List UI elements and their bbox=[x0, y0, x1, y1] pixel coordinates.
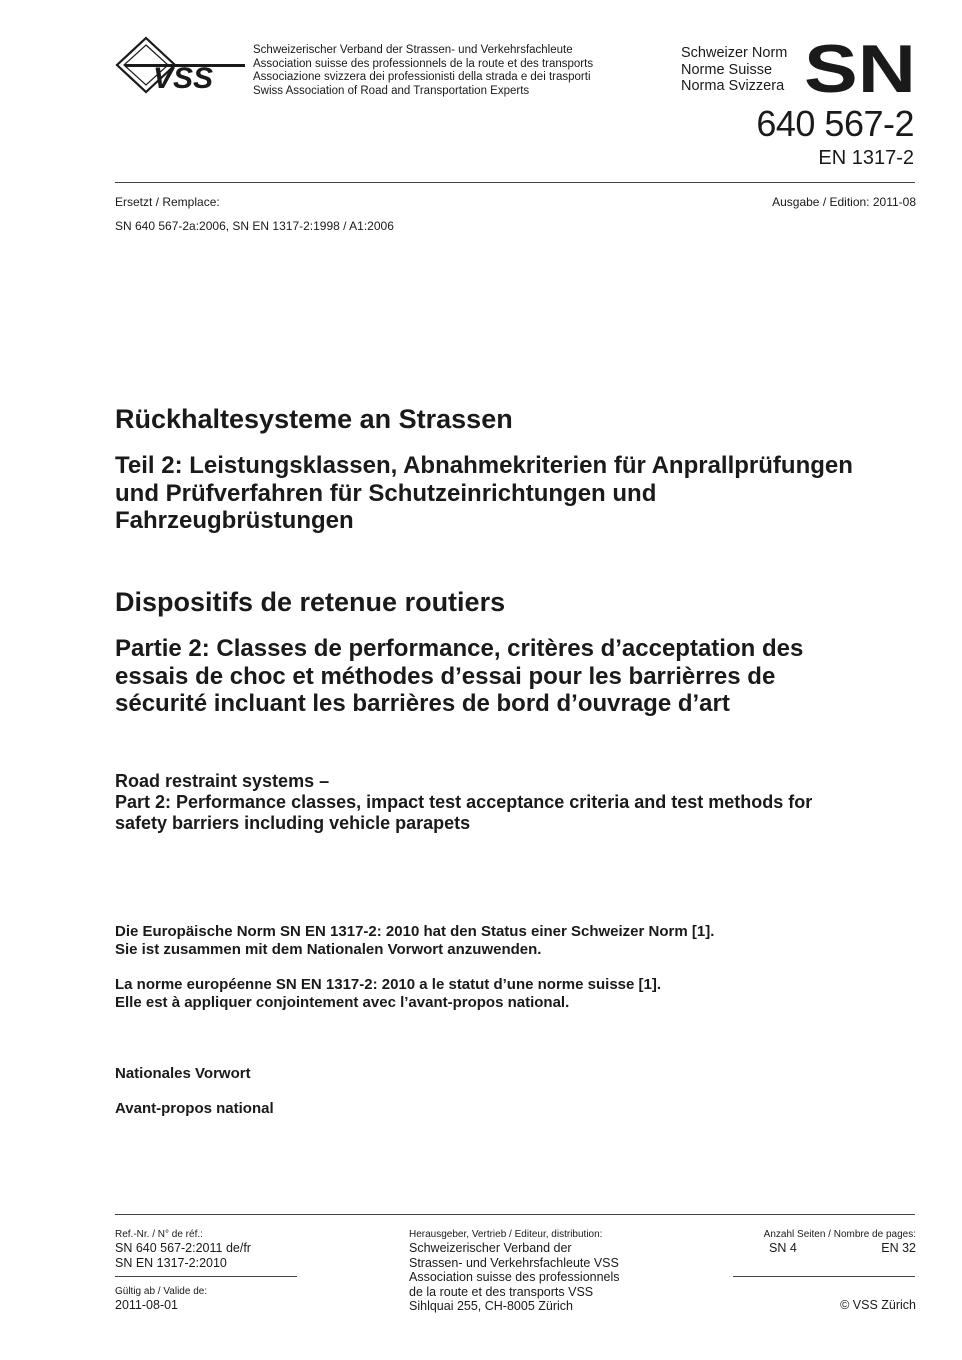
subtitle-fr-line: sécurité incluant les barrières de bord d’ouvrage d’art bbox=[115, 690, 730, 717]
subtitle-de-line: Teil 2: Leistungsklassen, Abnahmekriterien für Anprallprüfungen bbox=[115, 452, 853, 479]
svg-text:VSS: VSS bbox=[153, 62, 214, 95]
status-note-line: Die Europäische Norm SN EN 1317-2: 2010 hat den Status einer Schweizer Norm [1]. bbox=[115, 923, 715, 940]
standard-number: 640 567-2 bbox=[756, 103, 914, 144]
subtitle-de-line: Fahrzeugbrüstungen bbox=[115, 507, 354, 534]
norm-name-fr: Norme Suisse bbox=[681, 61, 773, 78]
header-divider bbox=[115, 182, 915, 183]
publisher-line: Schweizerischer Verband der bbox=[409, 1241, 572, 1255]
subtitle-fr bbox=[115, 635, 803, 718]
title-en-line: Road restraint systems – bbox=[115, 771, 330, 791]
norm-names bbox=[681, 45, 787, 95]
publisher-line: de la route et des transports VSS bbox=[409, 1284, 594, 1299]
title-en-line: Part 2: Performance classes, impact test acceptance criteria and test methods for bbox=[115, 792, 813, 812]
subtitle-fr-line: essais de choc et méthodes d’essai pour les barrièrres de bbox=[115, 662, 776, 690]
status-note-line: Elle est à appliquer conjointement avec l’avant-propos national. bbox=[115, 993, 570, 1011]
copyright: © VSS Zürich bbox=[840, 1298, 916, 1312]
validity-label: Gültig ab / Valide de: bbox=[115, 1286, 208, 1297]
svg-text:SN: SN bbox=[804, 40, 916, 96]
publisher-line: Strassen- und Verkehrsfachleute VSS bbox=[409, 1255, 619, 1270]
footer-divider bbox=[115, 1214, 915, 1215]
title-de: Rückhaltesysteme an Strassen bbox=[115, 404, 513, 434]
publisher-label: Herausgeber, Vertrieb / Editeur, distribution: bbox=[409, 1229, 603, 1240]
sn-logo-icon bbox=[804, 40, 918, 96]
replaces-value: SN 640 567-2a:2006, SN EN 1317-2:1998 / A1:2006 bbox=[115, 219, 394, 233]
title-en-line: safety barriers including vehicle parapets bbox=[115, 813, 471, 833]
organisation-names bbox=[253, 44, 593, 98]
status-note-fr bbox=[115, 976, 661, 1011]
footer-left-divider bbox=[115, 1276, 297, 1277]
reference-value: SN 640 567-2:2011 de/fr bbox=[115, 1241, 251, 1255]
publisher-line: Sihlquai 255, CH-8005 Zürich bbox=[409, 1299, 573, 1313]
org-line-it: Associazione svizzera dei professionisti della strada e dei trasporti bbox=[253, 71, 591, 83]
validity-block bbox=[115, 1286, 207, 1313]
org-line-en: Swiss Association of Road and Transportation Experts bbox=[253, 84, 530, 97]
subtitle-de-line: und Prüfverfahren für Schutzeinrichtungen und bbox=[115, 479, 657, 507]
vss-logo bbox=[113, 36, 245, 96]
reference-label: Ref.-Nr. / N° de réf.: bbox=[115, 1229, 203, 1240]
replaces-label: Ersetzt / Remplace: bbox=[115, 195, 220, 209]
validity-date: 2011-08-01 bbox=[115, 1298, 179, 1312]
title-fr: Dispositifs de retenue routiers bbox=[115, 587, 506, 617]
subtitle-fr-line: Partie 2: Classes de performance, critères d’acceptation des bbox=[115, 635, 804, 662]
edition: Ausgabe / Edition: 2011-08 bbox=[772, 195, 916, 209]
foreword-fr: Avant-propos national bbox=[115, 1100, 274, 1117]
subtitle-de bbox=[115, 452, 853, 535]
title-en bbox=[115, 771, 812, 834]
status-note-line: Sie ist zusammen mit dem Nationalen Vorwort anzuwenden. bbox=[115, 940, 542, 958]
publisher-line: Association suisse des professionnels bbox=[409, 1270, 620, 1284]
norm-name-de: Schweizer Norm bbox=[681, 45, 788, 61]
publisher-block bbox=[409, 1229, 620, 1314]
en-number: EN 1317-2 bbox=[818, 147, 914, 169]
page-count-sn: SN 4 bbox=[769, 1241, 797, 1255]
page-count-label: Anzahl Seiten / Nombre de pages: bbox=[763, 1229, 916, 1240]
foreword-de: Nationales Vorwort bbox=[115, 1065, 251, 1082]
vss-logo-icon bbox=[113, 36, 245, 96]
status-note-de bbox=[115, 923, 714, 958]
footer-right-divider bbox=[733, 1276, 915, 1277]
page-count-en: EN 32 bbox=[881, 1241, 916, 1255]
reference-block bbox=[115, 1229, 251, 1270]
org-line-de: Schweizerischer Verband der Strassen- und Verkehrsfachleute bbox=[253, 44, 573, 56]
status-note-line: La norme européenne SN EN 1317-2: 2010 a le statut d’une norme suisse [1]. bbox=[115, 976, 662, 993]
sn-logo bbox=[804, 40, 918, 96]
reference-value: SN EN 1317-2:2010 bbox=[115, 1255, 227, 1270]
org-line-fr: Association suisse des professionnels de la route et des transports bbox=[253, 57, 594, 70]
norm-name-it: Norma Svizzera bbox=[681, 78, 785, 94]
